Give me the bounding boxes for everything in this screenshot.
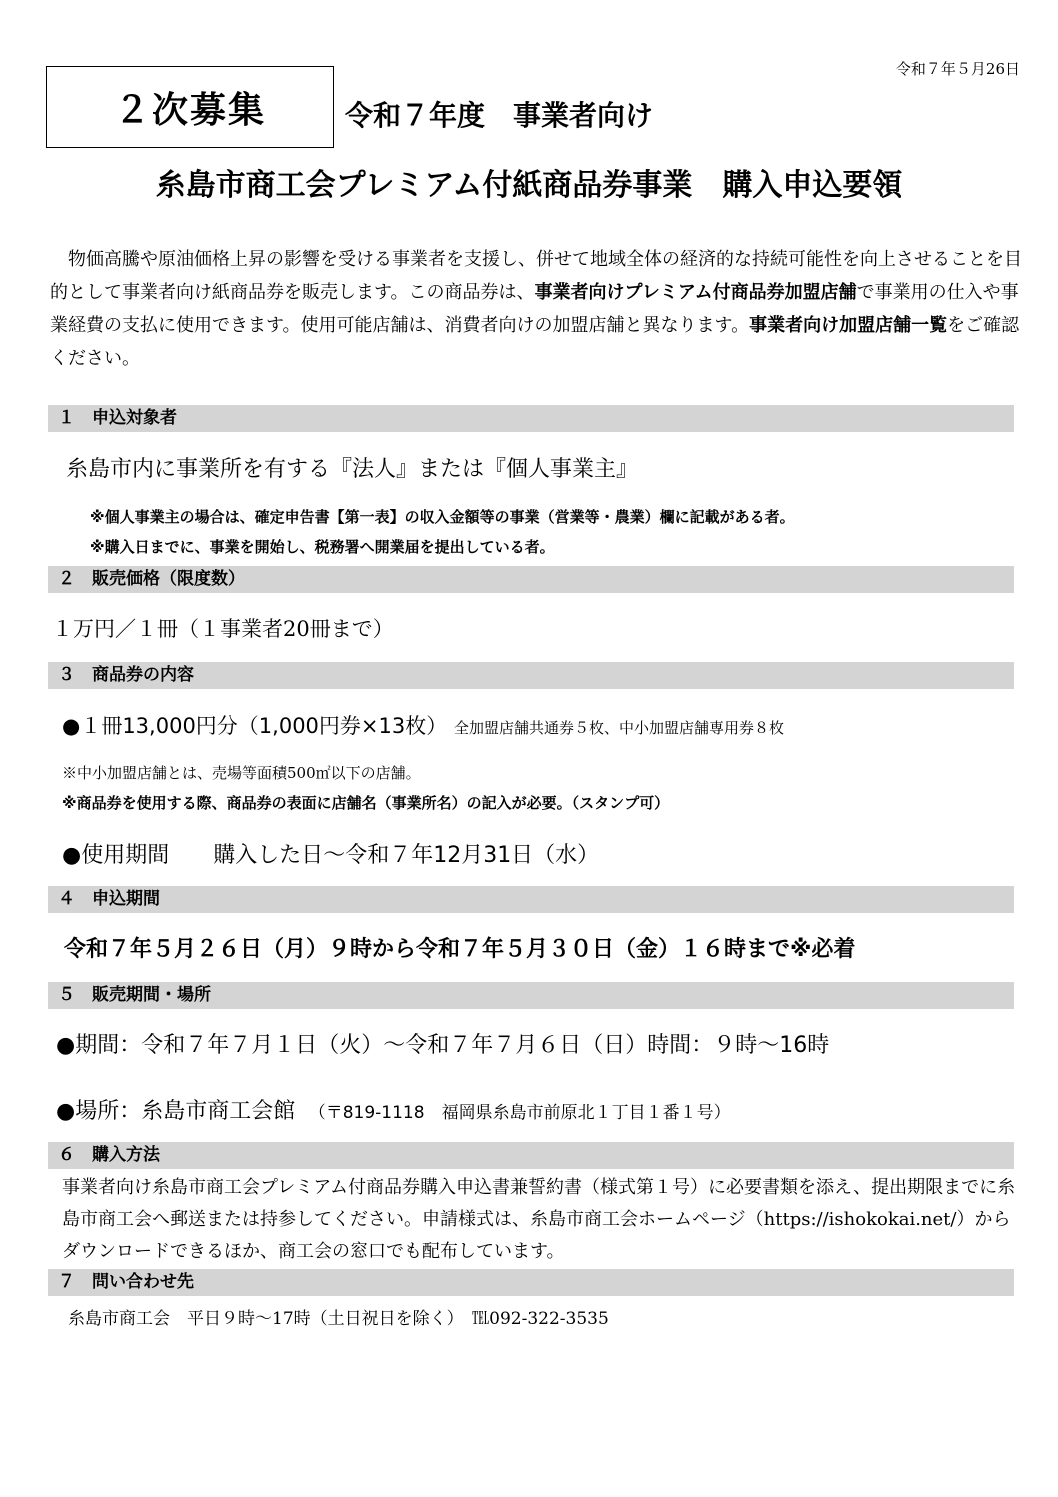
section-1-heading: １ 申込対象者	[48, 405, 1014, 432]
section-2-heading: ２ 販売価格（限度数）	[48, 566, 1014, 593]
section-5-place: ●場所：糸島市商工会館 （〒819-1118 福岡県糸島市前原北１丁目１番１号）	[56, 1099, 731, 1124]
section-4-heading: ４ 申込期間	[48, 886, 1014, 913]
issue-date: 令和７年５月26日	[895, 60, 1020, 78]
section-3-note-1: ※中小加盟店舗とは、売場等面積500㎡以下の店舗。	[62, 764, 421, 782]
section-6-body: 事業者向け糸島市商工会プレミアム付商品券購入申込書兼誓約書（様式第１号）に必要書類を添え、提出期限までに糸島市商工会へ郵送または持参してください。申請様式は、糸島市商工会ホームページ（https://ishokokai.net/）からダウンロードできるほか、商工会の窓口でも配布しています。	[62, 1177, 1016, 1262]
section-4-application-period: 令和７年５月２６日（月）９時から令和７年５月３０日（金）１６時まで※必着	[64, 937, 856, 962]
section-3-ticket-content: ●１冊13,000円分（1,000円券×13枚） 全加盟店舗共通券５枚、中小加盟店舗専用券８枚	[62, 714, 784, 738]
section-7-heading: ７ 問い合わせ先	[48, 1269, 1014, 1296]
section-6-heading: ６ 購入方法	[48, 1142, 1014, 1169]
section-1-note-1: ※個人事業主の場合は、確定申告書【第一表】の収入金額等の事業（営業等・農業）欄に記載がある者。	[90, 508, 795, 526]
document-title: 糸島市商工会プレミアム付紙商品券事業 購入申込要領	[155, 168, 903, 203]
section-3-note-2: ※商品券を使用する際、商品券の表面に店舗名（事業所名）の記入が必要。（スタンプ可）	[62, 794, 670, 812]
section-1-main: 糸島市内に事業所を有する『法人』または『個人事業主』	[66, 457, 639, 482]
section-3-ticket-breakdown: 全加盟店舗共通券５枚、中小加盟店舗専用券８枚	[453, 719, 784, 737]
section-5-heading: ５ 販売期間・場所	[48, 982, 1014, 1009]
subtitle-fiscal-year: 令和７年度 事業者向け	[345, 99, 654, 132]
section-3-heading: ３ 商品券の内容	[48, 662, 1014, 689]
section-3-usage-period: ●使用期間 購入した日～令和７年12月31日（水）	[62, 843, 600, 868]
section-7-contact: 糸島市商工会 平日９時～17時（土日祝日を除く） ℡092-322-3535	[68, 1309, 609, 1329]
recruitment-round-box: ２次募集	[46, 66, 334, 148]
intro-bold-member-stores: 事業者向けプレミアム付商品券加盟店舗	[534, 282, 857, 303]
intro-bold-store-list: 事業者向け加盟店舗一覧	[749, 315, 948, 336]
section-1-note-2: ※購入日までに、事業を開始し、税務署へ開業届を提出している者。	[90, 538, 555, 556]
intro-paragraph: 物価高騰や原油価格上昇の影響を受ける事業者を支援し、併せて地域全体の経済的な持続可能性を向上させることを目的として事業者向け紙商品券を販売します。この商品券は、事業者向けプレミアム付商品券加盟店舗で事業用の仕入や事業経費の支払に使用できます。使用可能店舗は、消費者向けの加盟店舗と異なります。事業者向け加盟店舗一覧をご確認ください。	[50, 249, 1022, 369]
section-2-main: １万円／１冊（１事業者20冊まで）	[52, 617, 394, 641]
section-5-address: （〒819-1118 福岡県糸島市前原北１丁目１番１号）	[317, 1103, 731, 1123]
section-5-sales-period: ●期間：令和７年７月１日（火）～令和７年７月６日（日）時間：９時～16時	[56, 1033, 830, 1058]
